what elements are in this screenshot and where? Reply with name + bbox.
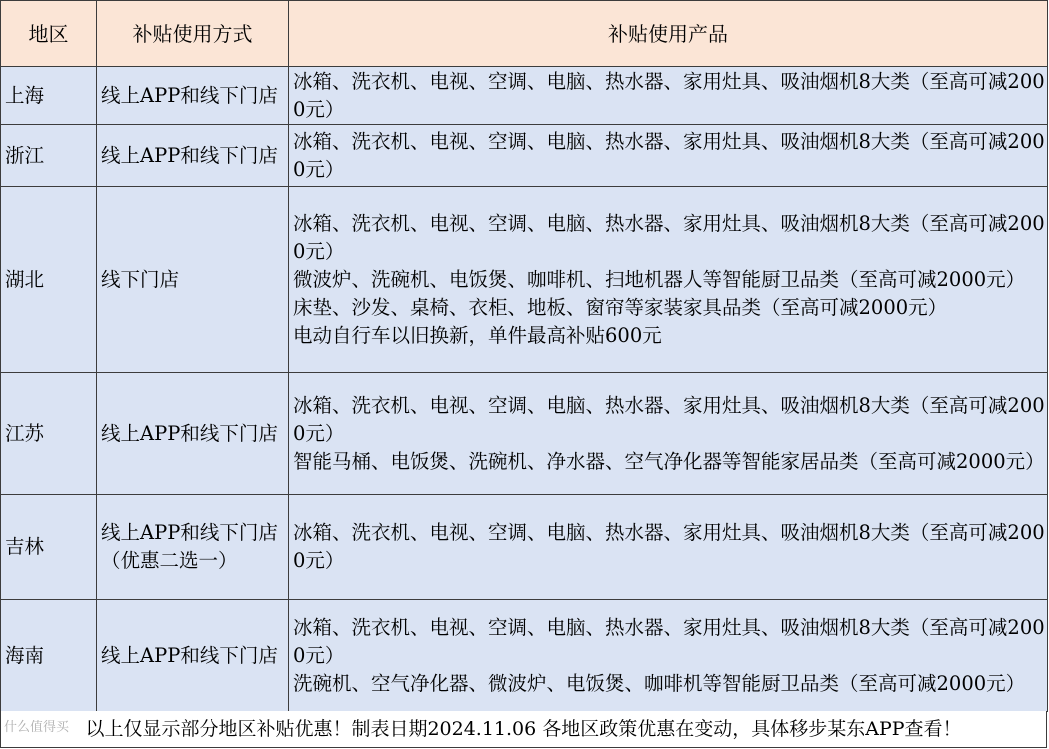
method-cell: 线上APP和线下门店 bbox=[97, 67, 289, 125]
method-cell: 线下门店 bbox=[97, 187, 289, 373]
product-line: 冰箱、洗衣机、电视、空调、电脑、热水器、家用灶具、吸油烟机8大类（至高可减2000元） bbox=[293, 393, 1045, 445]
product-line: 冰箱、洗衣机、电视、空调、电脑、热水器、家用灶具、吸油烟机8大类（至高可减2000元） bbox=[293, 129, 1045, 181]
product-line: 微波炉、洗碗机、电饭煲、咖啡机、扫地机器人等智能厨卫品类（至高可减2000元） bbox=[293, 267, 1026, 291]
footer-note: 以上仅显示部分地区补贴优惠！制表日期2024.11.06 各地区政策优惠在变动，具体移步某东APP查看！ bbox=[0, 711, 1047, 748]
product-line: 洗碗机、空气净化器、微波炉、电饭煲、咖啡机等智能厨卫品类（至高可减2000元） bbox=[293, 671, 1026, 695]
table-row-jiangsu bbox=[1, 373, 1048, 495]
header-region: 地区 bbox=[1, 1, 97, 67]
products-cell bbox=[289, 187, 1048, 373]
product-line: 智能马桶、电饭煲、洗碗机、净水器、空气净化器等智能家居品类（至高可减2000元） bbox=[293, 449, 1045, 473]
region-cell: 吉林 bbox=[1, 495, 97, 600]
products-cell bbox=[289, 373, 1048, 495]
method-cell: 线上APP和线下门店 bbox=[97, 600, 289, 712]
product-line: 床垫、沙发、桌椅、衣柜、地板、窗帘等家装家具品类（至高可减2000元） bbox=[293, 295, 948, 319]
table-row-hainan bbox=[1, 600, 1048, 712]
products-cell bbox=[289, 600, 1048, 712]
product-line: 电动自行车以旧换新，单件最高补贴600元 bbox=[293, 323, 662, 347]
products-cell bbox=[289, 67, 1048, 125]
header-method: 补贴使用方式 bbox=[97, 1, 289, 67]
products-cell bbox=[289, 125, 1048, 187]
products-cell bbox=[289, 495, 1048, 600]
product-line: 冰箱、洗衣机、电视、空调、电脑、热水器、家用灶具、吸油烟机8大类（至高可减2000元） bbox=[293, 211, 1045, 263]
table-row-hubei bbox=[1, 187, 1048, 373]
region-cell: 浙江 bbox=[1, 125, 97, 187]
table-row-zhejiang bbox=[1, 125, 1048, 187]
method-cell: 线上APP和线下门店 bbox=[97, 373, 289, 495]
product-line: 冰箱、洗衣机、电视、空调、电脑、热水器、家用灶具、吸油烟机8大类（至高可减2000元） bbox=[293, 69, 1045, 121]
region-cell: 湖北 bbox=[1, 187, 97, 373]
region-cell: 上海 bbox=[1, 67, 97, 125]
header-products: 补贴使用产品 bbox=[289, 1, 1048, 67]
method-cell: 线上APP和线下门店 bbox=[97, 125, 289, 187]
region-cell: 海南 bbox=[1, 600, 97, 712]
product-line: 冰箱、洗衣机、电视、空调、电脑、热水器、家用灶具、吸油烟机8大类（至高可减2000元） bbox=[293, 615, 1045, 667]
table-row-shanghai bbox=[1, 67, 1048, 125]
watermark-logo: 什么值得买 bbox=[4, 720, 70, 735]
method-cell: 线上APP和线下门店（优惠二选一） bbox=[97, 495, 289, 600]
region-cell: 江苏 bbox=[1, 373, 97, 495]
header-row bbox=[1, 1, 1048, 67]
table-row-jilin bbox=[1, 495, 1048, 600]
product-line: 冰箱、洗衣机、电视、空调、电脑、热水器、家用灶具、吸油烟机8大类（至高可减2000元） bbox=[293, 521, 1045, 572]
